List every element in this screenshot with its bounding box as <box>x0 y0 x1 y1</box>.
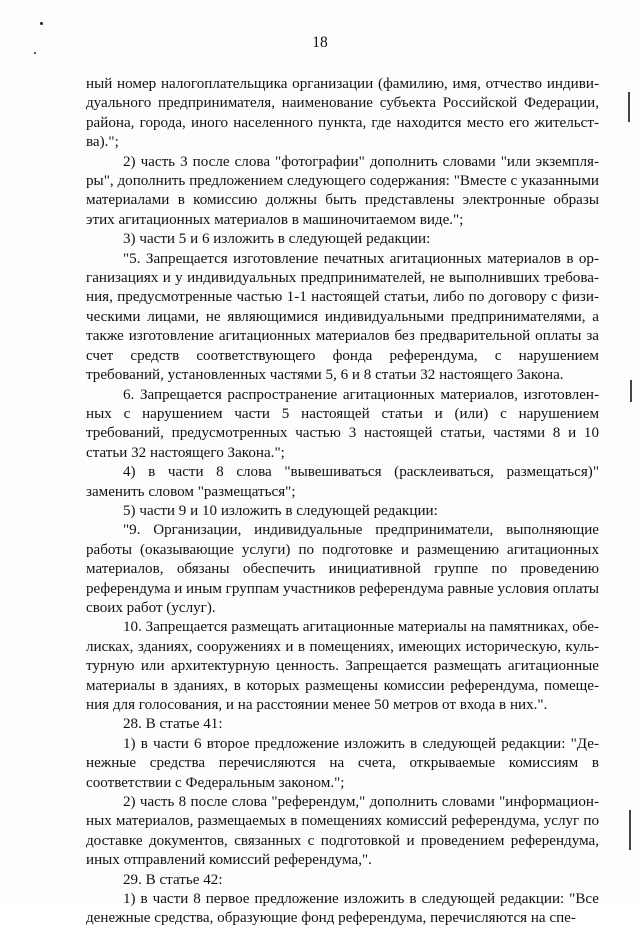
scan-edge-mark <box>629 810 631 850</box>
document-body <box>86 75 599 929</box>
scan-edge-mark <box>628 92 630 122</box>
paragraph: "9. Организации, индивидуальные предприниматели, выполняющие работы (оказывающие услуги) по подготовке и размещению агитационных материалов, обязаны обеспечить инициативной группе по проведению референдума и иным группам участников референдума равные условия оплаты своих работ (услуг). <box>86 522 599 616</box>
paragraph: 6. Запрещается распространение агитационных материалов, изготовленных с нарушением части 5 настоящей статьи и (или) с нарушением требований, предусмотренных частью 3 настоящей статьи, частями 8 и 10 статьи 32 настоящего Закона."; <box>86 386 599 461</box>
paragraph: 2) часть 3 после слова "фотографии" дополнить словами "или экземпляры", дополнить предложением следующего содержания: "Вместе с указанными материалами в комиссию должны быть представлены электронные образы этих агитационных материалов в машиночитаемом виде."; <box>86 153 599 228</box>
paragraph: ный номер налогоплательщика организации (фамилию, имя, отчество индивидуального предпринимателя, наименование субъекта Российской Федерации, района, города, иного населенного пункта, где находится место его жительства)."; <box>86 76 599 151</box>
scan-speck <box>34 52 36 54</box>
paragraph: 1) в части 6 второе предложение изложить в следующей редакции: "Денежные средства перечисляются на счета, открываемые комиссиям в соответствии с Федеральным законом."; <box>86 735 599 791</box>
section-heading: 29. В статье 42: <box>123 871 223 888</box>
paragraph: 10. Запрещается размещать агитационные материалы на памятниках, обелисках, зданиях, сооружениях и в помещениях, имеющих историческую, культурную или архитектурную ценность. Запрещается размещать агитационные материалы в зданиях, в которых размещены комиссии референдума, помещения для голосования, и на расстоянии менее 50 метров от входа в них.". <box>86 619 599 713</box>
paragraph: 2) часть 8 после слова "референдум," дополнить словами "информационных материалов, размещаемых в помещениях комиссий референдума, услуг по доставке документов, связанных с подготовкой и проведением референдума, иных отправлений комиссий референдума,". <box>86 794 599 869</box>
paragraph: 1) в части 8 первое предложение изложить в следующей редакции: "Все денежные средства, образующие фонд референдума, перечисляются на спе- <box>86 891 599 927</box>
scan-speck <box>40 22 43 25</box>
scan-edge-mark <box>630 380 632 402</box>
page-number: 18 <box>312 34 328 51</box>
section-heading: 28. В статье 41: <box>123 716 223 733</box>
paragraph: 3) части 5 и 6 изложить в следующей редакции: <box>123 231 431 248</box>
paragraph: "5. Запрещается изготовление печатных агитационных материалов в организациях и у индивидуальных предпринимателей, не выполнивших требования, предусмотренные частью 1-1 настоящей статьи, либо по договору с физическими лицами, не являющимися индивидуальными предпринимателями, а также изготовление агитационных материалов без предварительной оплаты за счет средств соответствующего фонда референдума, с нарушением требований, установленных частями 5, 6 и 8 статьи 32 настоящего Закона. <box>86 250 599 384</box>
paragraph: 4) в части 8 слова "вывешиваться (расклеиваться, размещаться)" заменить словом "размещаться"; <box>86 464 599 500</box>
paragraph: 5) части 9 и 10 изложить в следующей редакции: <box>123 502 438 519</box>
